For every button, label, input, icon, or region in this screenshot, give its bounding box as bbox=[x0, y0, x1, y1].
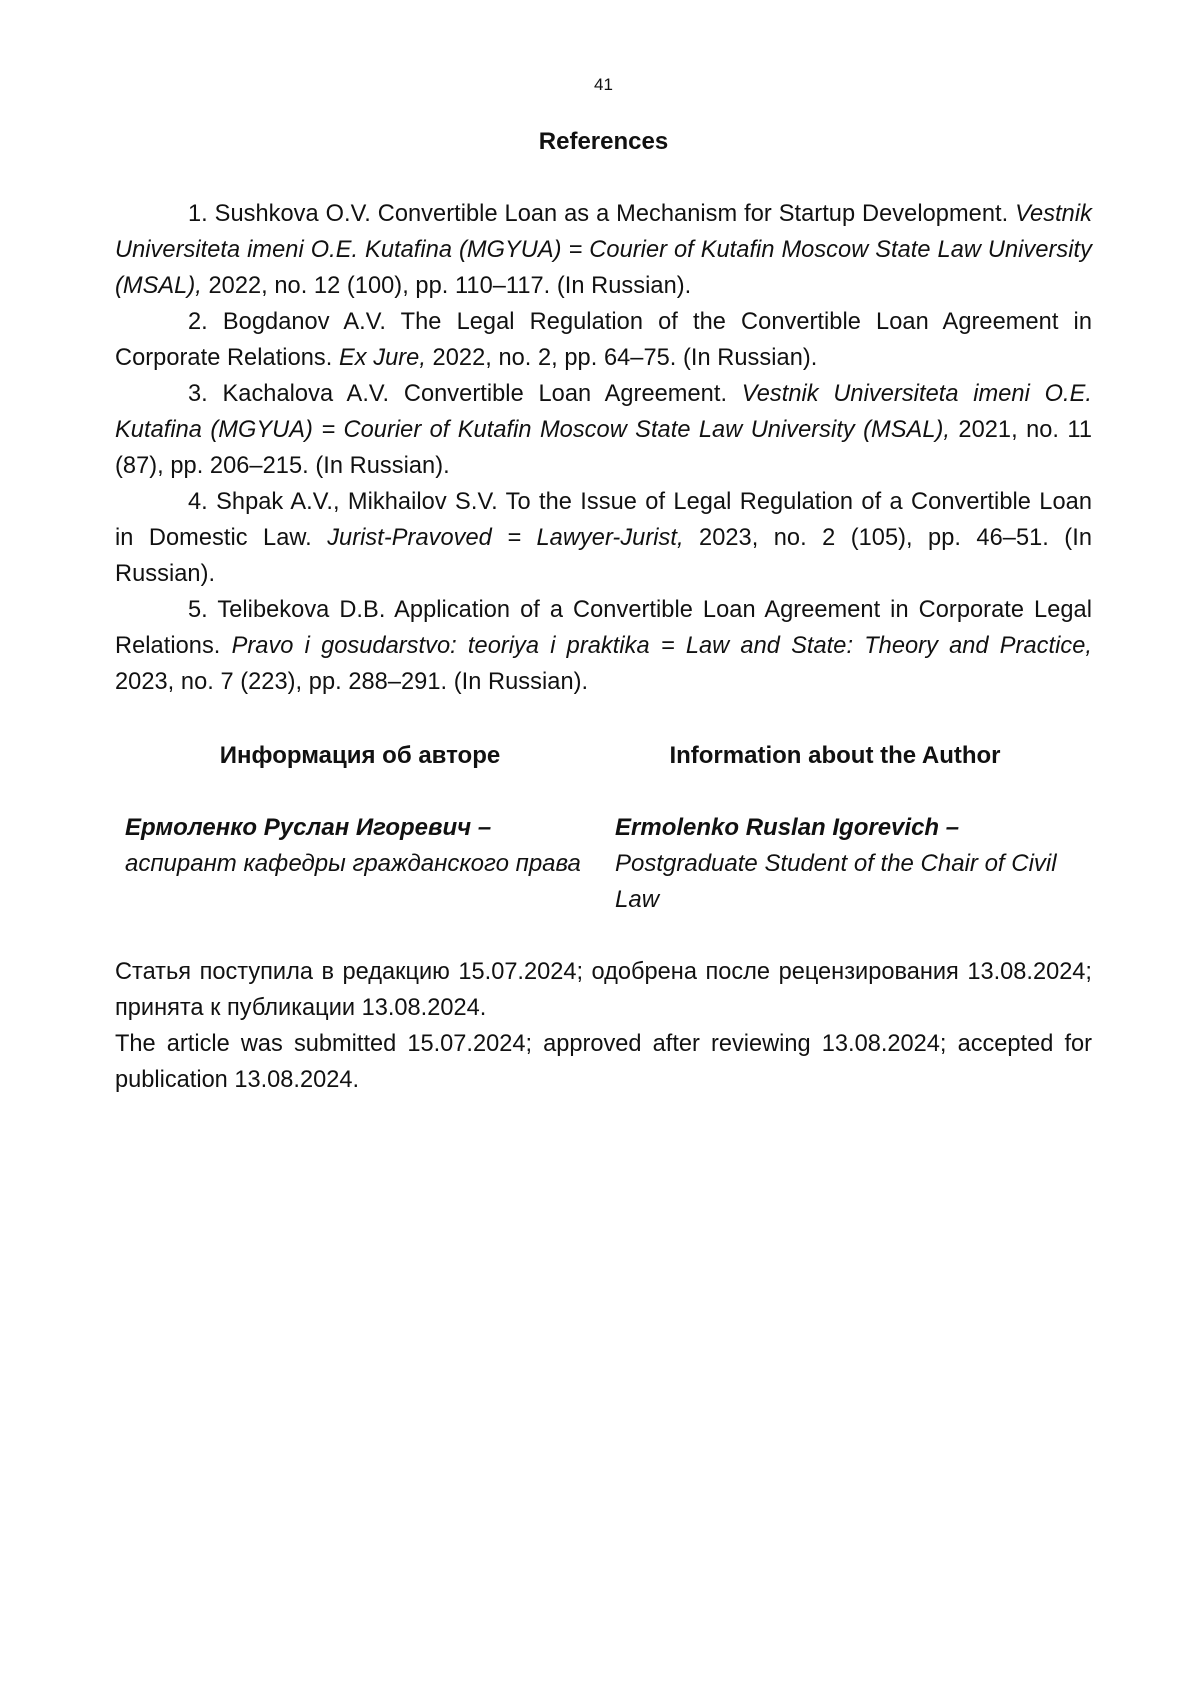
author-position-ru: аспирант кафедры гражданского права bbox=[125, 850, 581, 877]
article-dates bbox=[115, 954, 1092, 1098]
reference-details: 2022, no. 12 (100), pp. 110–117. (In Russian). bbox=[201, 273, 692, 299]
author-info-ru bbox=[125, 738, 595, 882]
reference-journal: Vestnik Universiteta imeni O.E. Kutafina (MGYUA) = Courier of Kutafin Moscow State Law University (MSAL), bbox=[115, 381, 1092, 443]
references-list bbox=[115, 196, 1092, 700]
references-title: References bbox=[538, 128, 669, 155]
reference-journal: Pravo i gosudarstvo: teoriya i praktika = Law and State: Theory and Practice, bbox=[231, 633, 1092, 659]
reference-journal: Ex Jure, bbox=[339, 345, 426, 371]
reference-item-5 bbox=[115, 592, 1092, 700]
reference-text: 2. Bogdanov A.V. The Legal Regulation of the Convertible Loan Agreement in Corporate Relations. bbox=[115, 309, 1092, 371]
author-details-en bbox=[615, 810, 1092, 918]
reference-item-3 bbox=[115, 376, 1092, 484]
author-position-en: Postgraduate Student of the Chair of Civil Law bbox=[615, 850, 1057, 913]
author-info-heading-ru: Информация об авторе bbox=[219, 742, 501, 769]
author-details-ru bbox=[125, 810, 595, 882]
reference-journal: Vestnik Universiteta imeni O.E. Kutafina (MGYUA) = Courier of Kutafin Moscow State Law University (MSAL), bbox=[115, 201, 1092, 299]
reference-details: 2023, no. 7 (223), pp. 288–291. (In Russian). bbox=[115, 669, 589, 695]
author-info-en bbox=[615, 738, 1092, 918]
reference-journal: Jurist-Pravoved = Lawyer-Jurist, bbox=[327, 525, 684, 551]
reference-item-1 bbox=[115, 196, 1092, 304]
author-name-en: Ermolenko Ruslan Igorevich – bbox=[615, 814, 960, 841]
reference-details: 2021, no. 11 (87), pp. 206–215. (In Russian). bbox=[115, 417, 1093, 479]
reference-details: 2023, no. 2 (105), pp. 46–51. (In Russian). bbox=[115, 525, 1092, 587]
reference-details: 2022, no. 2, pp. 64–75. (In Russian). bbox=[425, 345, 818, 371]
article-dates-en: The article was submitted 15.07.2024; approved after reviewing 13.08.2024; accepted for publication 13.08.2024. bbox=[115, 1031, 1092, 1093]
article-dates-ru: Статья поступила в редакцию 15.07.2024; одобрена после рецензирования 13.08.2024; принята к публикации 13.08.2024. bbox=[115, 959, 1092, 1021]
page-number: 41 bbox=[594, 75, 613, 94]
reference-text: 1. Sushkova O.V. Convertible Loan as a Mechanism for Startup Development. bbox=[188, 201, 1016, 227]
author-name-ru: Ермоленко Руслан Игоревич – bbox=[125, 814, 492, 841]
reference-item-2 bbox=[115, 304, 1092, 376]
reference-item-4 bbox=[115, 484, 1092, 592]
reference-text: 4. Shpak A.V., Mikhailov S.V. To the Issue of Legal Regulation of a Convertible Loan in Domestic Law. bbox=[115, 489, 1092, 551]
author-info-heading-en: Information about the Author bbox=[669, 742, 1001, 769]
reference-text: 3. Kachalova A.V. Convertible Loan Agreement. bbox=[188, 381, 742, 407]
reference-text: 5. Telibekova D.B. Application of a Convertible Loan Agreement in Corporate Legal Relations. bbox=[115, 597, 1092, 659]
